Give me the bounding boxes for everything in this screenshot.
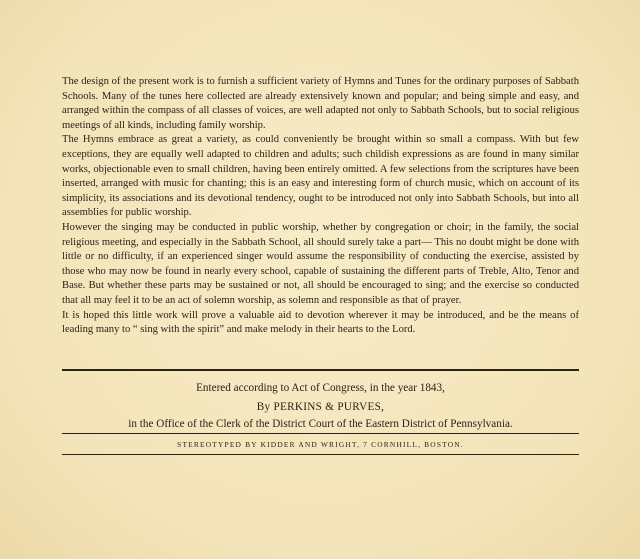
divider-bottom — [62, 433, 579, 434]
divider-top — [62, 369, 579, 371]
divider-bottom-2 — [62, 454, 579, 455]
copyright-line-1: Entered according to Act of Congress, in the year 1843, — [196, 382, 445, 394]
stereotype-line: STEREOTYPED BY KIDDER AND WRIGHT, 7 CORNHILL, BOSTON. — [177, 440, 464, 449]
paragraph-2: The Hymns embrace as great a variety, as could conveniently be brought within so small a compass. With but few exceptions, they are equally well adapted to children and adults; such childish expressions as are found in many similar works, objectionable even to small children, having been entirely omitted. A few selections from the scriptures have been inserted, arranged with music for chanting; this is an easy and interesting form of church music, which on account of its simplicity, its associations and its devotional tendency, ought to be introduced not only into Sabbath Schools, but into all assemblies for public worship. — [62, 134, 579, 219]
paragraph-3: However the singing may be conducted in public worship, whether by congregation or choir; in the family, the social religious meeting, and especially in the Sabbath School, all should surely take a part— This no doubt might be done with little or no difficulty, if an experienced singer would assume the responsibility of conducting the exercise, assisted by those who may now be found in nearly every school, capable of sustaining the different parts of Treble, Alto, Tenor and Base. But whether these parts may be sustained or not, all should be encouraged to sing; and the exercise so conducted that all may feel it to be an act of solemn worship, as solemn and responsible as that of prayer. — [62, 221, 579, 306]
preface-text — [62, 75, 579, 338]
copyright-line-3: in the Office of the Clerk of the District Court of the Eastern District of Pennsylvania. — [128, 418, 513, 430]
paragraph-4: It is hoped this little work will prove a valuable aid to devotion wherever it may be introduced, and be the means of leading many to “ sing with the spirit” and make melody in their hearts to the Lord. — [62, 309, 579, 336]
copyright-line-2: By PERKINS & PURVES, — [256, 401, 385, 413]
paragraph-1: The design of the present work is to furnish a sufficient variety of Hymns and Tunes for the ordinary purposes of Sabbath Schools. Many of the tunes here collected are already extensively known and popular; and being simple and easy, and arranged within the compass of all classes of voices, are well adapted not only to Sabbath Schools, but to social religious meetings of all kinds, including family worship. — [62, 76, 579, 131]
